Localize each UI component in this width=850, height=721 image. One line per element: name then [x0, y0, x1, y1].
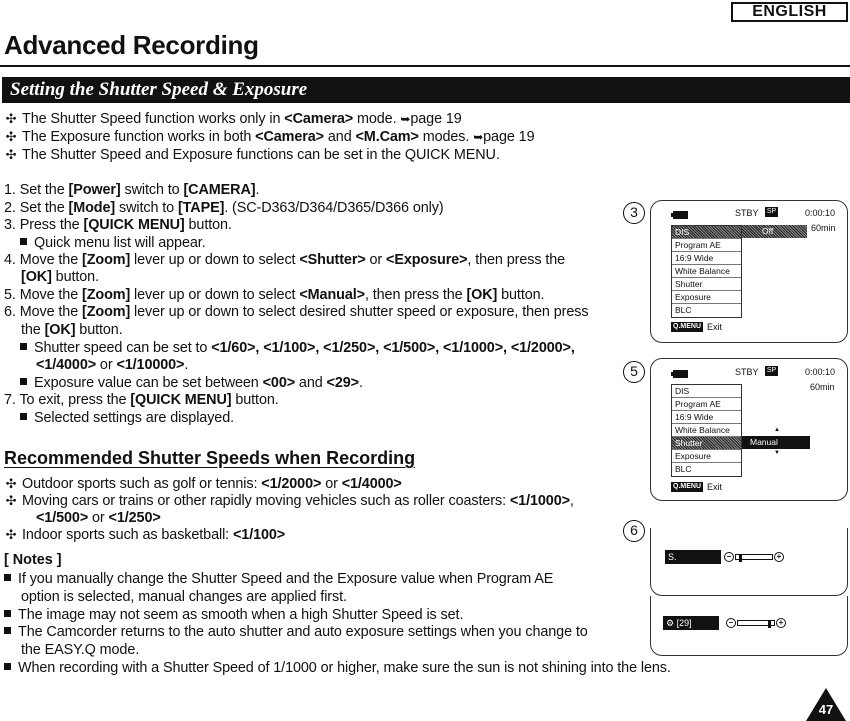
cross-bullet-icon: ✣	[5, 147, 17, 162]
step-6-sub-exposure: Exposure value can be set between <00> and <29>.	[20, 374, 363, 392]
menu-item-16-9-wide[interactable]: 16:9 Wide	[672, 252, 741, 265]
exposure-slider[interactable]	[726, 618, 796, 628]
down-arrow-icon: ▼	[774, 450, 780, 456]
step-3-sub: Quick menu list will appear.	[20, 234, 206, 252]
battery-icon	[673, 211, 688, 219]
menu-item-blc[interactable]: BLC	[675, 464, 692, 474]
square-bullet-icon	[20, 343, 27, 350]
slider-knob[interactable]	[739, 554, 742, 562]
menu-item-16-9-wide[interactable]: 16:9 Wide	[672, 411, 741, 424]
step-6-sub-shutter-cont: <1/4000> or <1/10000>.	[36, 357, 189, 373]
remaining-time: 60min	[811, 223, 836, 233]
step-number-6: 6	[623, 520, 645, 542]
page-ref-arrow-icon: ➥	[473, 130, 484, 144]
step-4: 4. Move the [Zoom] lever up or down to select <Shutter> or <Exposure>, then press the	[4, 252, 566, 268]
step-6: 6. Move the [Zoom] lever up or down to select desired shutter speed or exposure, then press	[4, 304, 589, 320]
qmenu-icon: Q.MENU	[673, 323, 701, 330]
camcorder-screen-step-3	[650, 200, 848, 343]
status-stby: STBY	[735, 208, 759, 218]
plus-icon: +	[776, 618, 786, 628]
language-badge: ENGLISH	[731, 2, 848, 22]
menu-item-shutter[interactable]: Shutter	[672, 437, 741, 450]
minus-icon: −	[726, 618, 736, 628]
square-bullet-icon	[4, 663, 11, 670]
exit-label: Exit	[707, 322, 723, 332]
step-1: 1. Set the [Power] switch to [CAMERA].	[4, 182, 260, 198]
tape-sp-icon: SP	[766, 208, 777, 215]
note-2: The image may not seem as smooth when a high Shutter Speed is set.	[4, 606, 463, 624]
menu-item-dis[interactable]: DIS	[672, 385, 741, 398]
step-6-cont: the [OK] button.	[21, 322, 123, 338]
step-number-3: 3	[623, 202, 645, 224]
recommended-item-3: ✣ Indoor sports such as basketball: <1/100>	[5, 527, 286, 543]
shutter-speed-slider[interactable]	[724, 552, 794, 562]
intro-bullet-3: ✣ The Shutter Speed and Exposure functions can be set in the QUICK MENU.	[5, 147, 500, 163]
menu-item-white-balance[interactable]: White Balance	[672, 265, 741, 278]
cross-bullet-icon: ✣	[5, 527, 17, 542]
status-stby: STBY	[735, 367, 759, 377]
shutter-value: Manual	[750, 437, 778, 447]
up-arrow-icon: ▲	[774, 427, 780, 433]
recommended-item-2: ✣ Moving cars or trains or other rapidly moving vehicles such as roller coasters: <1/1000>,	[5, 493, 574, 509]
exposure-value-box	[663, 616, 719, 630]
plus-icon: +	[774, 552, 784, 562]
cross-bullet-icon: ✣	[5, 493, 17, 508]
page-ref-arrow-icon: ➥	[400, 112, 411, 126]
square-bullet-icon	[4, 627, 11, 634]
minus-icon: −	[724, 552, 734, 562]
battery-icon	[673, 370, 688, 378]
cross-bullet-icon: ✣	[5, 476, 17, 491]
shutter-speed-value: S.	[665, 550, 721, 564]
square-bullet-icon	[20, 378, 27, 385]
menu-item-blc[interactable]: BLC	[675, 305, 692, 315]
intro-bullet-1: ✣ The Shutter Speed function works only in <Camera> mode. ➥page 19	[5, 111, 462, 127]
shutter-value-box	[742, 436, 810, 449]
step-number-5: 5	[623, 361, 645, 383]
dis-value: Off	[762, 226, 774, 236]
notes-heading: [ Notes ]	[4, 552, 62, 568]
cross-bullet-icon: ✣	[5, 111, 17, 126]
step-3: 3. Press the [QUICK MENU] button.	[4, 217, 232, 233]
cross-bullet-icon: ✣	[5, 129, 17, 144]
slider-track	[737, 620, 775, 626]
qmenu-icon: Q.MENU	[673, 483, 701, 490]
page-number: 47	[818, 702, 834, 717]
menu-item-white-balance[interactable]: White Balance	[672, 424, 741, 437]
menu-item-dis[interactable]: DIS	[672, 226, 741, 239]
menu-item-shutter[interactable]: Shutter	[672, 278, 741, 291]
quick-menu-list	[671, 225, 742, 318]
square-bullet-icon	[4, 610, 11, 617]
section-heading: Setting the Shutter Speed & Exposure	[2, 77, 850, 103]
title-rule	[0, 65, 850, 67]
step-2: 2. Set the [Mode] switch to [TAPE]. (SC-D363/D364/D365/D366 only)	[4, 200, 444, 216]
note-3-cont: the EASY.Q mode.	[21, 642, 140, 658]
camcorder-screen-step-6-shutter	[650, 528, 848, 596]
recommended-item-2-cont: <1/500> or <1/250>	[36, 510, 161, 526]
note-1-cont: option is selected, manual changes are applied first.	[21, 589, 347, 605]
recommended-heading: Recommended Shutter Speeds when Recording	[4, 448, 416, 468]
slider-knob[interactable]	[768, 620, 771, 628]
menu-item-program-ae[interactable]: Program AE	[672, 398, 741, 411]
tape-sp-icon: SP	[766, 367, 777, 374]
square-bullet-icon	[4, 574, 11, 581]
step-7: 7. To exit, press the [QUICK MENU] button.	[4, 392, 279, 408]
square-bullet-icon	[20, 413, 27, 420]
note-1: If you manually change the Shutter Speed and the Exposure value when Program AE	[4, 570, 553, 588]
camcorder-screen-step-5	[650, 358, 848, 501]
time-counter: 0:00:10	[805, 367, 836, 377]
time-counter: 0:00:10	[805, 208, 836, 218]
camcorder-screen-step-6-exposure	[650, 596, 848, 656]
exposure-icon: ⚙	[666, 618, 675, 628]
remaining-time: 60min	[810, 382, 835, 392]
step-4-cont: [OK] button.	[21, 269, 99, 285]
square-bullet-icon	[20, 238, 27, 245]
menu-item-program-ae[interactable]: Program AE	[672, 239, 741, 252]
step-5: 5. Move the [Zoom] lever up or down to select <Manual>, then press the [OK] button.	[4, 287, 545, 303]
quick-menu-list	[671, 384, 742, 477]
page-title: Advanced Recording	[4, 30, 259, 60]
recommended-item-1: ✣ Outdoor sports such as golf or tennis: <1/2000> or <1/4000>	[5, 476, 402, 492]
intro-bullet-2: ✣ The Exposure function works in both <Camera> and <M.Cam> modes. ➥page 19	[5, 129, 535, 145]
dis-value-box	[742, 225, 807, 238]
step-6-sub-shutter: Shutter speed can be set to <1/60>, <1/100>, <1/250>, <1/500>, <1/1000>, <1/2000>,	[20, 339, 575, 357]
menu-item-exposure[interactable]: Exposure	[672, 291, 741, 304]
exit-label: Exit	[707, 482, 723, 492]
note-4: When recording with a Shutter Speed of 1/1000 or higher, make sure the sun is not shining into the lens.	[4, 659, 671, 677]
step-7-sub: Selected settings are displayed.	[20, 409, 234, 427]
note-3: The Camcorder returns to the auto shutter and auto exposure settings when you change to	[4, 623, 588, 641]
exposure-value: [29]	[676, 618, 692, 628]
slider-track	[735, 554, 773, 560]
menu-item-exposure[interactable]: Exposure	[672, 450, 741, 463]
